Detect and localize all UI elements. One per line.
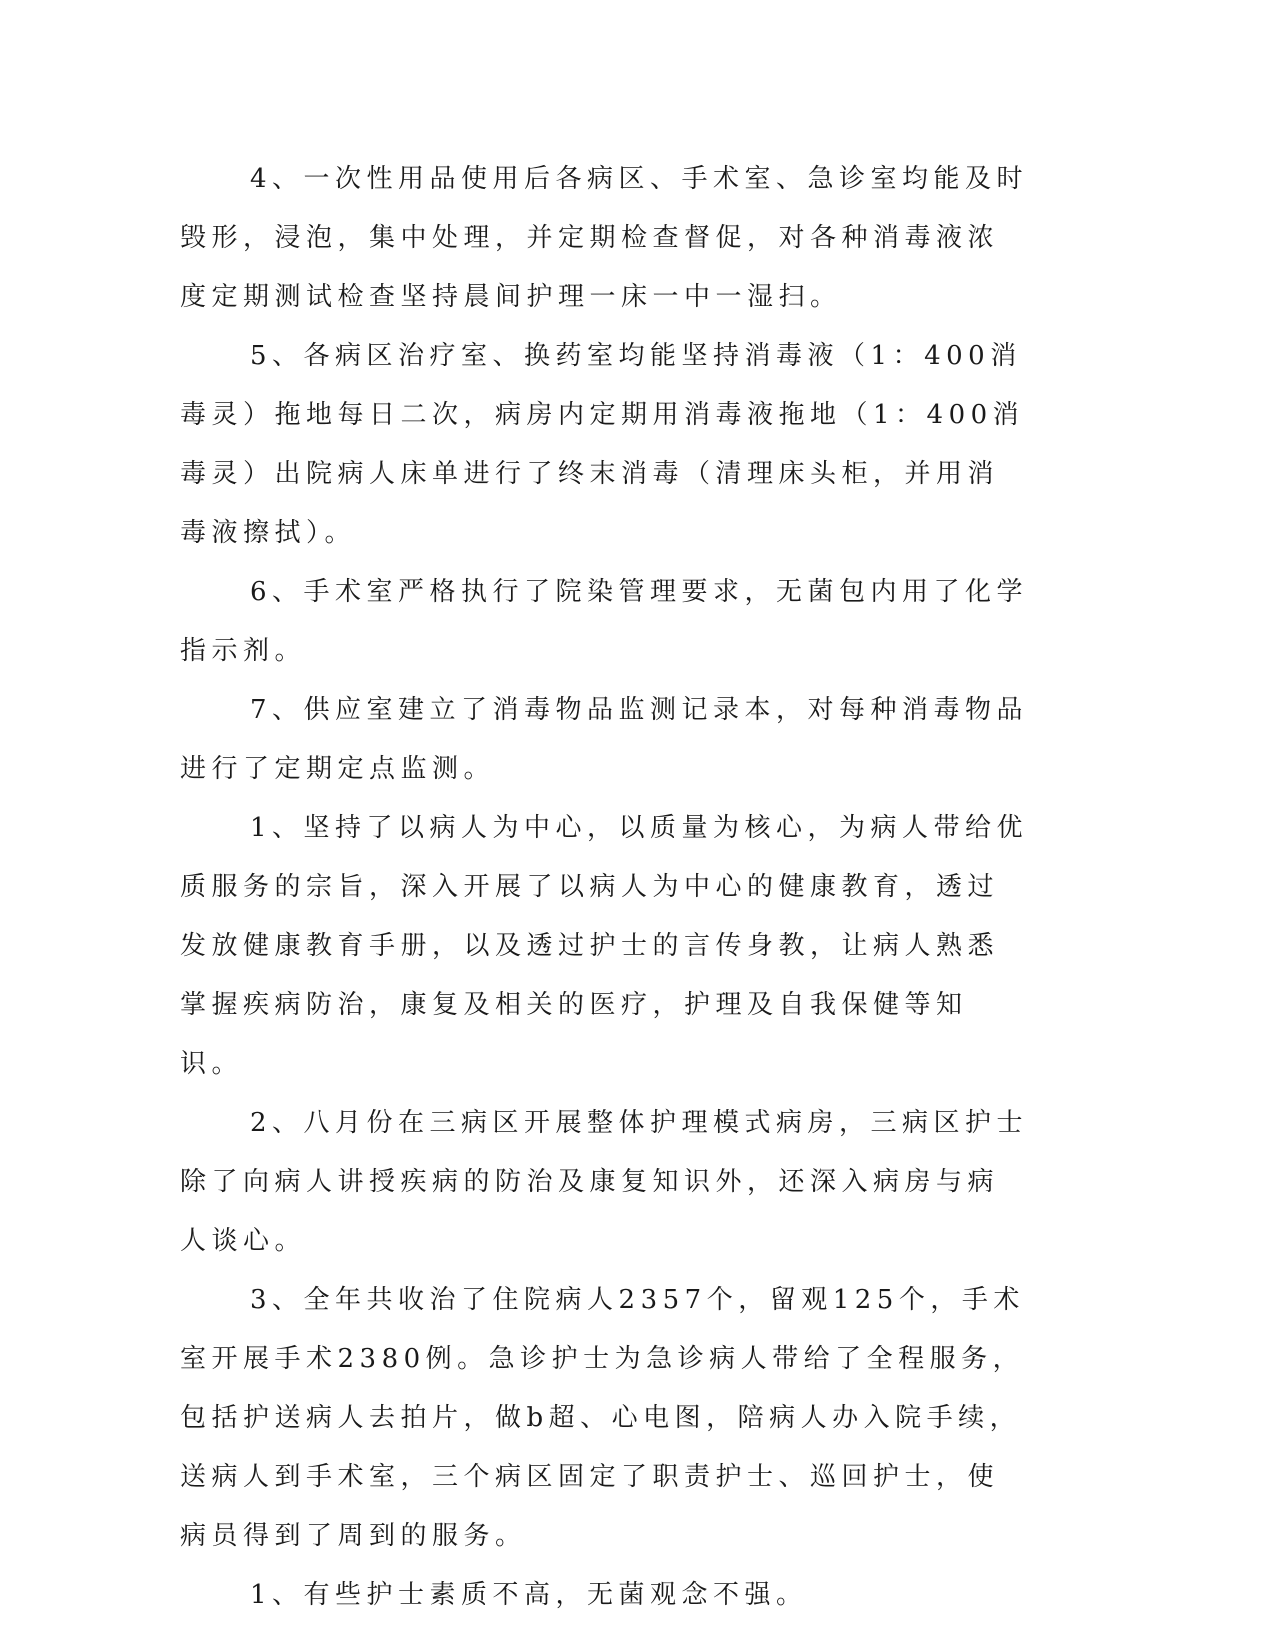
paragraph-holistic-nursing: 2、八月份在三病区开展整体护理模式病房，三病区护士除了向病人讲授疾病的防治及康复知识外，还深入病房与病人谈心。 — [180, 1108, 1029, 1256]
paragraph-disinfection-mopping: 5、各病区治疗室、换药室均能坚持消毒液（1：400消毒灵）拖地每日二次，病房内定期用消毒液拖地（1：400消毒灵）出院病人床单进行了终末消毒（清理床头柜，并用消毒液擦拭）。 — [180, 341, 1025, 548]
paragraph-patient-centered: 1、坚持了以病人为中心，以质量为核心，为病人带给优质服务的宗旨，深入开展了以病人为中心的健康教育，透过发放健康教育手册，以及透过护士的言传身教，让病人熟悉掌握疾病防治，康复及相关的医疗，护理及自我保健等知识。 — [180, 813, 1029, 1079]
paragraph-disposable-items: 4、一次性用品使用后各病区、手术室、急诊室均能及时毁形，浸泡，集中处理，并定期检查督促，对各种消毒液浓度定期测试检查坚持晨间护理一床一中一湿扫。 — [180, 164, 1029, 312]
paragraph-operating-room: 6、手术室严格执行了院染管理要求，无菌包内用了化学指示剂。 — [180, 577, 1029, 666]
document-body — [180, 150, 1030, 1625]
paragraph-problems: 1、有些护士素质不高，无菌观念不强。 — [250, 1580, 808, 1610]
paragraph-annual-statistics: 3、全年共收治了住院病人2357个，留观125个，手术室开展手术2380例。急诊护士为急诊病人带给了全程服务，包括护送病人去拍片，做b超、心电图，陪病人办入院手续，送病人到手术室，三个病区固定了职责护士、巡回护士，使病员得到了周到的服务。 — [180, 1285, 1025, 1551]
paragraph-supply-room: 7、供应室建立了消毒物品监测记录本，对每种消毒物品进行了定期定点监测。 — [180, 695, 1029, 784]
